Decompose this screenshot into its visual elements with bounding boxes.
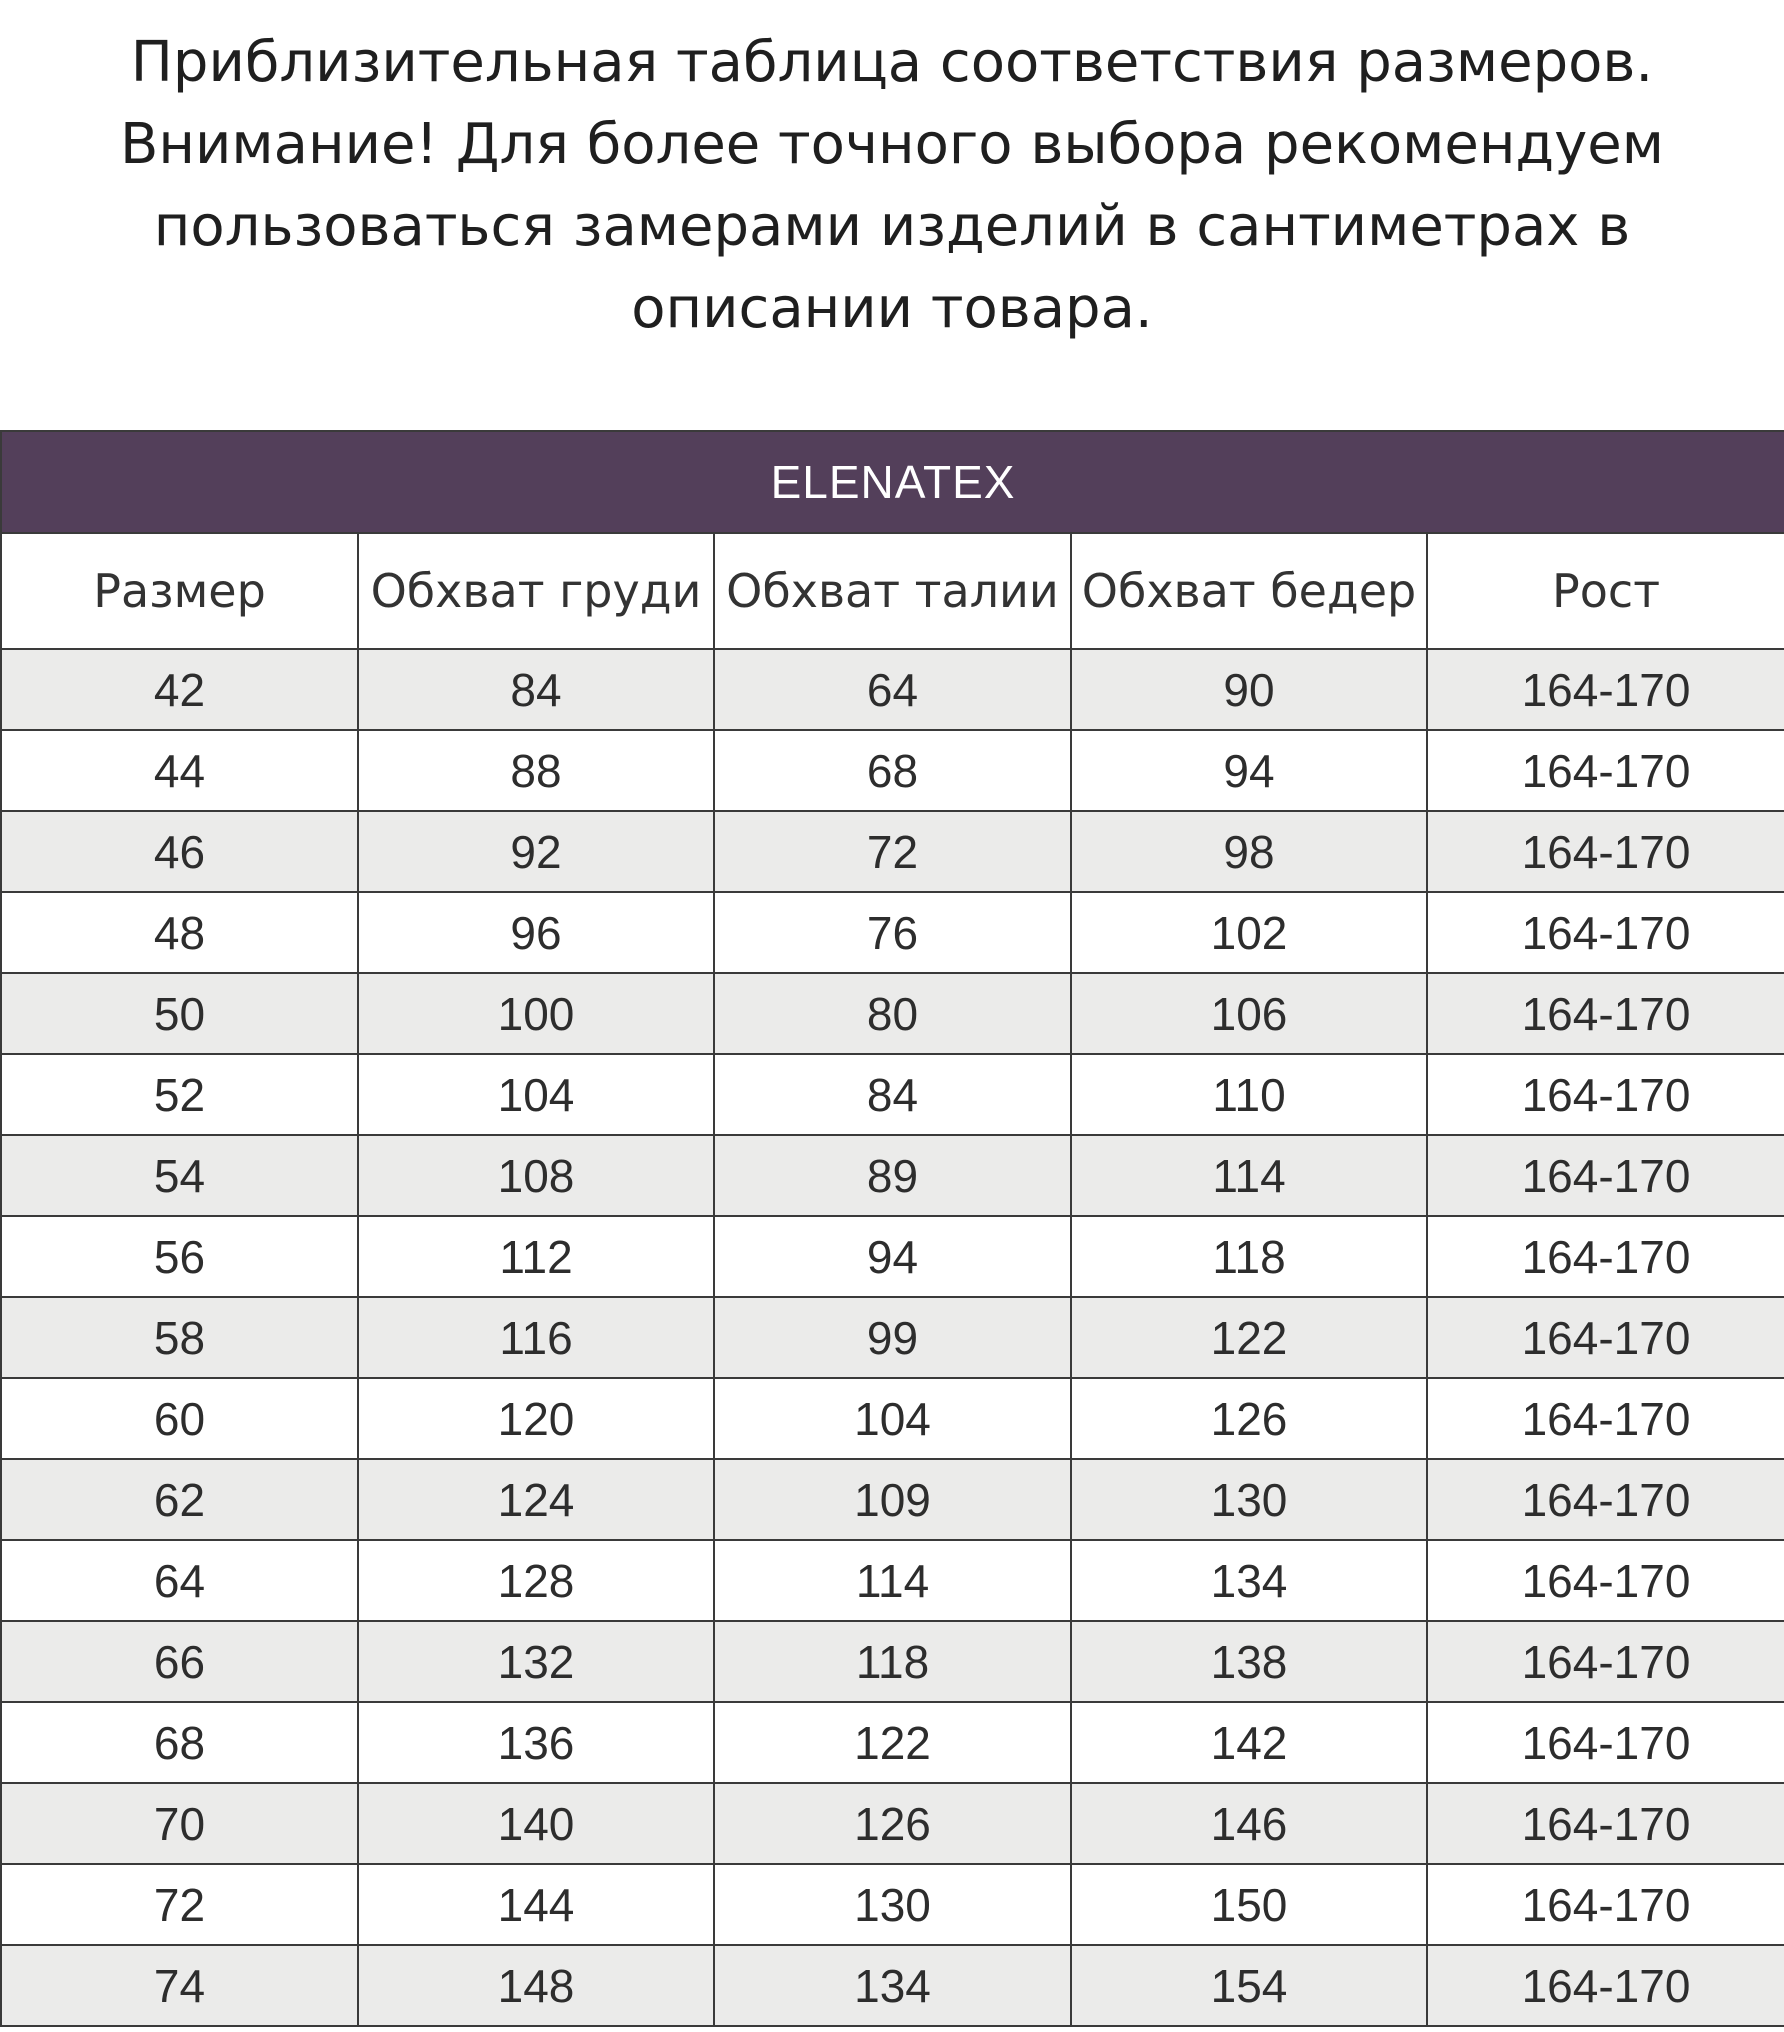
brand-row — [1, 431, 1784, 533]
column-header-waist: Обхват талии — [714, 533, 1071, 649]
cell-hips: 146 — [1071, 1783, 1427, 1864]
heading-line: Приблизительная таблица соответствия размеров. — [130, 30, 1654, 95]
cell-waist: 89 — [714, 1135, 1071, 1216]
cell-height: 164-170 — [1427, 1945, 1784, 2026]
table-body — [1, 649, 1784, 2026]
heading-line: Внимание! Для более точного выбора рекомендуем — [120, 112, 1664, 177]
cell-waist: 72 — [714, 811, 1071, 892]
cell-chest: 108 — [358, 1135, 714, 1216]
cell-hips: 130 — [1071, 1459, 1427, 1540]
table-row — [1, 1135, 1784, 1216]
cell-waist: 126 — [714, 1783, 1071, 1864]
cell-waist: 76 — [714, 892, 1071, 973]
cell-waist: 94 — [714, 1216, 1071, 1297]
cell-height: 164-170 — [1427, 1135, 1784, 1216]
cell-waist: 114 — [714, 1540, 1071, 1621]
table-row — [1, 1783, 1784, 1864]
cell-height: 164-170 — [1427, 730, 1784, 811]
cell-height: 164-170 — [1427, 1621, 1784, 1702]
cell-hips: 134 — [1071, 1540, 1427, 1621]
brand-name: ELENATEX — [1, 431, 1784, 533]
table-row — [1, 649, 1784, 730]
cell-waist: 104 — [714, 1378, 1071, 1459]
cell-chest: 140 — [358, 1783, 714, 1864]
table-header-row — [1, 533, 1784, 649]
table-row — [1, 730, 1784, 811]
cell-waist: 64 — [714, 649, 1071, 730]
cell-height: 164-170 — [1427, 1216, 1784, 1297]
table-row — [1, 973, 1784, 1054]
cell-chest: 112 — [358, 1216, 714, 1297]
table-row — [1, 1459, 1784, 1540]
cell-size: 50 — [1, 973, 358, 1054]
table-row — [1, 1054, 1784, 1135]
cell-size: 70 — [1, 1783, 358, 1864]
cell-size: 46 — [1, 811, 358, 892]
size-table — [0, 430, 1784, 2027]
cell-waist: 122 — [714, 1702, 1071, 1783]
cell-hips: 106 — [1071, 973, 1427, 1054]
cell-size: 54 — [1, 1135, 358, 1216]
cell-hips: 98 — [1071, 811, 1427, 892]
cell-size: 68 — [1, 1702, 358, 1783]
cell-hips: 122 — [1071, 1297, 1427, 1378]
cell-size: 72 — [1, 1864, 358, 1945]
cell-chest: 92 — [358, 811, 714, 892]
table-row — [1, 1540, 1784, 1621]
cell-waist: 109 — [714, 1459, 1071, 1540]
table-row — [1, 1702, 1784, 1783]
cell-height: 164-170 — [1427, 1378, 1784, 1459]
column-header-size: Размер — [1, 533, 358, 649]
cell-height: 164-170 — [1427, 1297, 1784, 1378]
cell-height: 164-170 — [1427, 649, 1784, 730]
cell-size: 48 — [1, 892, 358, 973]
cell-height: 164-170 — [1427, 1702, 1784, 1783]
cell-hips: 102 — [1071, 892, 1427, 973]
cell-hips: 118 — [1071, 1216, 1427, 1297]
cell-size: 66 — [1, 1621, 358, 1702]
heading-line: описании товара. — [631, 276, 1153, 341]
cell-size: 44 — [1, 730, 358, 811]
cell-height: 164-170 — [1427, 1054, 1784, 1135]
cell-chest: 132 — [358, 1621, 714, 1702]
cell-waist: 84 — [714, 1054, 1071, 1135]
cell-waist: 68 — [714, 730, 1071, 811]
cell-height: 164-170 — [1427, 1864, 1784, 1945]
cell-hips: 126 — [1071, 1378, 1427, 1459]
cell-hips: 90 — [1071, 649, 1427, 730]
cell-chest: 96 — [358, 892, 714, 973]
column-header-chest: Обхват груди — [358, 533, 714, 649]
table-row — [1, 811, 1784, 892]
cell-height: 164-170 — [1427, 811, 1784, 892]
table-row — [1, 892, 1784, 973]
cell-height: 164-170 — [1427, 1459, 1784, 1540]
table-row — [1, 1945, 1784, 2026]
cell-chest: 84 — [358, 649, 714, 730]
cell-chest: 116 — [358, 1297, 714, 1378]
table-row — [1, 1621, 1784, 1702]
cell-hips: 154 — [1071, 1945, 1427, 2026]
page-heading — [0, 22, 1784, 350]
cell-waist: 80 — [714, 973, 1071, 1054]
cell-hips: 110 — [1071, 1054, 1427, 1135]
cell-size: 56 — [1, 1216, 358, 1297]
cell-waist: 134 — [714, 1945, 1071, 2026]
cell-chest: 128 — [358, 1540, 714, 1621]
cell-hips: 114 — [1071, 1135, 1427, 1216]
cell-height: 164-170 — [1427, 892, 1784, 973]
cell-height: 164-170 — [1427, 1783, 1784, 1864]
table-row — [1, 1864, 1784, 1945]
cell-chest: 120 — [358, 1378, 714, 1459]
cell-height: 164-170 — [1427, 973, 1784, 1054]
cell-waist: 118 — [714, 1621, 1071, 1702]
table-row — [1, 1297, 1784, 1378]
column-header-hips: Обхват бедер — [1071, 533, 1427, 649]
cell-chest: 148 — [358, 1945, 714, 2026]
cell-chest: 88 — [358, 730, 714, 811]
heading-line: пользоваться замерами изделий в сантиметрах в — [153, 194, 1631, 259]
cell-hips: 138 — [1071, 1621, 1427, 1702]
table-row — [1, 1378, 1784, 1459]
cell-chest: 104 — [358, 1054, 714, 1135]
cell-hips: 94 — [1071, 730, 1427, 811]
column-header-height: Рост — [1427, 533, 1784, 649]
cell-height: 164-170 — [1427, 1540, 1784, 1621]
cell-size: 58 — [1, 1297, 358, 1378]
cell-chest: 136 — [358, 1702, 714, 1783]
cell-size: 74 — [1, 1945, 358, 2026]
cell-chest: 124 — [358, 1459, 714, 1540]
cell-size: 52 — [1, 1054, 358, 1135]
cell-hips: 142 — [1071, 1702, 1427, 1783]
cell-hips: 150 — [1071, 1864, 1427, 1945]
cell-waist: 130 — [714, 1864, 1071, 1945]
table-row — [1, 1216, 1784, 1297]
cell-chest: 100 — [358, 973, 714, 1054]
cell-chest: 144 — [358, 1864, 714, 1945]
cell-size: 64 — [1, 1540, 358, 1621]
cell-size: 60 — [1, 1378, 358, 1459]
cell-size: 62 — [1, 1459, 358, 1540]
cell-waist: 99 — [714, 1297, 1071, 1378]
cell-size: 42 — [1, 649, 358, 730]
